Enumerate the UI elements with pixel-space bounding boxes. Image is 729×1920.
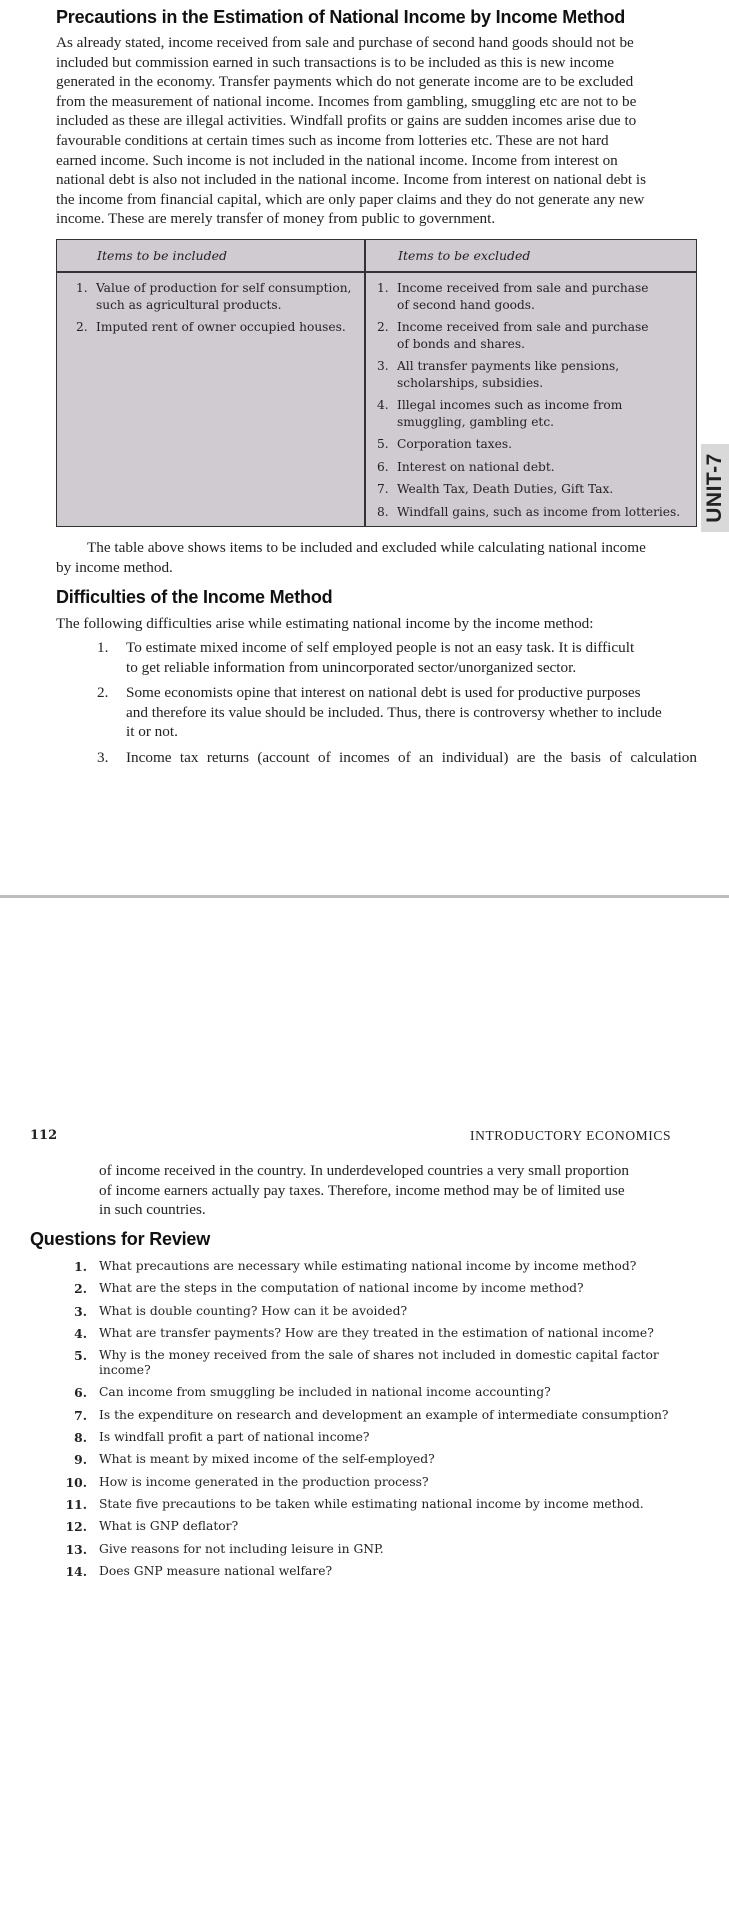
item-number: 2. (97, 684, 109, 702)
question-text: What is meant by mixed income of the self-employed? (99, 1452, 435, 1467)
question-text: What is double counting? How can it be avoided? (99, 1303, 408, 1318)
item-text-line: it or not. (126, 723, 178, 741)
question-text: Give reasons for not including leisure in GNP. (99, 1541, 384, 1556)
table-column-divider (364, 240, 366, 526)
text-line: by income method. (56, 558, 173, 576)
question-text: What are the steps in the computation of national income by income method? (99, 1281, 584, 1296)
text-line: favourable conditions at certain times such as income from lotteries etc. These are not hard (56, 131, 609, 149)
continuation-paragraph (99, 1161, 670, 1220)
table-header-divider (57, 271, 696, 273)
difficulties-list (97, 638, 697, 768)
item-text-line: Some economists opine that interest on national debt is used for productive purposes (126, 684, 641, 702)
question-item (63, 1259, 673, 1274)
item-number: 2. (377, 320, 389, 334)
item-text-line: Corporation taxes. (397, 437, 512, 451)
question-number: 7. (74, 1407, 87, 1423)
list-item (97, 683, 697, 742)
item-text-line: scholarships, subsidies. (397, 375, 544, 390)
item-text-line: such as agricultural products. (96, 297, 282, 312)
question-text: Can income from smuggling be included in national income accounting? (99, 1385, 551, 1400)
list-item (76, 280, 361, 313)
question-number: 1. (74, 1259, 87, 1274)
included-items-list (76, 280, 361, 342)
list-item (377, 436, 695, 453)
list-item (377, 504, 695, 521)
text-line: income. These are merely transfer of money from public to government. (56, 210, 496, 228)
page-number: 112 (30, 1128, 58, 1143)
question-number: 2. (74, 1281, 87, 1297)
list-item (377, 358, 695, 391)
item-text-line: of second hand goods. (397, 297, 535, 312)
question-item (63, 1452, 673, 1467)
item-text-line: Illegal incomes such as income from (397, 398, 623, 412)
item-text-line: and therefore its value should be included. Thus, there is controversy whether to include (126, 703, 662, 721)
item-number: 6. (377, 459, 389, 474)
item-number: 1. (97, 639, 109, 656)
item-text-line: Income tax returns (account of incomes of an individual) are the basis of calculation (126, 748, 697, 766)
question-text: What precautions are necessary while estimating national income by income method? (99, 1259, 637, 1273)
question-text: Is windfall profit a part of national income? (99, 1430, 370, 1445)
item-text-line: To estimate mixed income of self employed people is not an easy task. It is difficult (126, 639, 635, 656)
running-head: INTRODUCTORY ECONOMICS (470, 1128, 672, 1143)
item-text-line: Interest on national debt. (397, 459, 555, 474)
list-item (76, 319, 361, 336)
text-line: The table above shows items to be included and excluded while calculating national income (87, 539, 646, 556)
excluded-column-header: Items to be excluded (398, 248, 531, 263)
text-line: earned income. Such income is not included in the national income. Income from interest on (56, 151, 618, 169)
question-item (63, 1348, 673, 1378)
text-line: national debt is also not included in the national income. Income from interest on national debt is (56, 171, 647, 189)
question-item (63, 1385, 673, 1400)
item-text-line: Value of production for self consumption, (96, 281, 352, 295)
question-number: 4. (74, 1325, 87, 1341)
excluded-items-list (377, 280, 695, 526)
question-number: 8. (74, 1430, 87, 1446)
list-item (97, 638, 697, 677)
question-text: State five precautions to be taken while estimating national income by income method. (99, 1496, 644, 1511)
text-line: included but commission earned in such transactions is to be included as this is new income (56, 53, 615, 71)
question-item (63, 1326, 673, 1341)
difficulties-heading: Difficulties of the Income Method (56, 587, 333, 607)
question-item (63, 1304, 673, 1319)
item-number: 7. (377, 482, 389, 496)
question-item (63, 1564, 673, 1579)
question-item (63, 1408, 673, 1423)
item-text-line: Income received from sale and purchase (397, 320, 649, 334)
item-number: 5. (377, 437, 389, 451)
text-line: the income from financial capital, which are only paper claims and they do not generate any new (56, 190, 645, 208)
item-text-line: Income received from sale and purchase (397, 281, 649, 295)
question-item (63, 1430, 673, 1445)
question-text: How is income generated in the production process? (99, 1474, 429, 1489)
item-text-line: smuggling, gambling etc. (397, 414, 555, 429)
question-text: What is GNP deflator? (99, 1519, 239, 1534)
question-item (63, 1542, 673, 1557)
question-number: 10. (65, 1474, 87, 1490)
list-item (377, 280, 695, 313)
question-number: 6. (74, 1385, 87, 1401)
item-number: 3. (377, 359, 389, 373)
question-text: Why is the money received from the sale of shares not included in domestic capital factor (99, 1348, 659, 1363)
table-caption (56, 538, 697, 577)
question-item (63, 1281, 673, 1296)
text-line: in such countries. (99, 1201, 206, 1219)
question-number: 5. (74, 1348, 87, 1364)
item-text-line: of bonds and shares. (397, 336, 525, 351)
unit-side-tab (699, 444, 729, 532)
question-number: 3. (74, 1303, 87, 1319)
questions-heading: Questions for Review (30, 1229, 211, 1249)
text-line: included as these are illegal activities. Windfall profits or gains are sudden incomes arise due to (56, 112, 637, 130)
list-item (97, 748, 697, 768)
item-text-line: Wealth Tax, Death Duties, Gift Tax. (397, 482, 614, 496)
difficulties-intro: The following difficulties arise while estimating national income by the income method: (56, 615, 594, 632)
item-number: 3. (97, 748, 109, 766)
precautions-heading: Precautions in the Estimation of National Income by Income Method (56, 7, 626, 27)
text-line: from the measurement of national income. Incomes from gambling, smuggling etc are not to be (56, 92, 637, 110)
included-column-header: Items to be included (97, 248, 227, 263)
unit-label: UNIT-7 (703, 453, 726, 523)
question-number: 14. (65, 1563, 87, 1579)
item-number: 2. (76, 320, 88, 334)
question-text: Does GNP measure national welfare? (99, 1563, 333, 1578)
precautions-paragraph (56, 33, 697, 229)
text-line: of income earners actually pay taxes. Therefore, income method may be of limited use (99, 1181, 625, 1199)
page-bottom (0, 898, 729, 1920)
text-line: of income received in the country. In underdeveloped countries a very small proportion (99, 1162, 629, 1179)
text-line: As already stated, income received from sale and purchase of second hand goods should not be (56, 34, 634, 51)
question-text: What are transfer payments? How are they treated in the estimation of national income? (99, 1325, 654, 1340)
text-line: generated in the economy. Transfer payments which do not generate income are to be excluded (56, 73, 634, 91)
list-item (377, 319, 695, 352)
question-text: Is the expenditure on research and development an example of intermediate consumption? (99, 1407, 669, 1422)
item-text-line: to get reliable information from unincorporated sector/unorganized sector. (126, 658, 577, 676)
question-number: 13. (65, 1541, 87, 1557)
item-number: 8. (377, 504, 389, 519)
page-top (0, 0, 729, 895)
list-item (377, 459, 695, 476)
item-text-line: All transfer payments like pensions, (397, 359, 620, 373)
questions-list (63, 1259, 673, 1586)
question-number: 9. (74, 1452, 87, 1468)
question-number: 12. (65, 1519, 87, 1535)
question-number: 11. (65, 1496, 87, 1512)
list-item (377, 481, 695, 498)
item-text-line: Imputed rent of owner occupied houses. (96, 320, 346, 334)
list-item (377, 397, 695, 430)
income-items-table (56, 239, 697, 527)
question-text: income? (99, 1363, 151, 1378)
question-item (63, 1475, 673, 1490)
question-item (63, 1519, 673, 1534)
item-number: 1. (377, 281, 389, 295)
item-number: 1. (76, 281, 88, 295)
question-item (63, 1497, 673, 1512)
item-text-line: Windfall gains, such as income from lotteries. (397, 504, 681, 519)
item-number: 4. (377, 398, 389, 412)
